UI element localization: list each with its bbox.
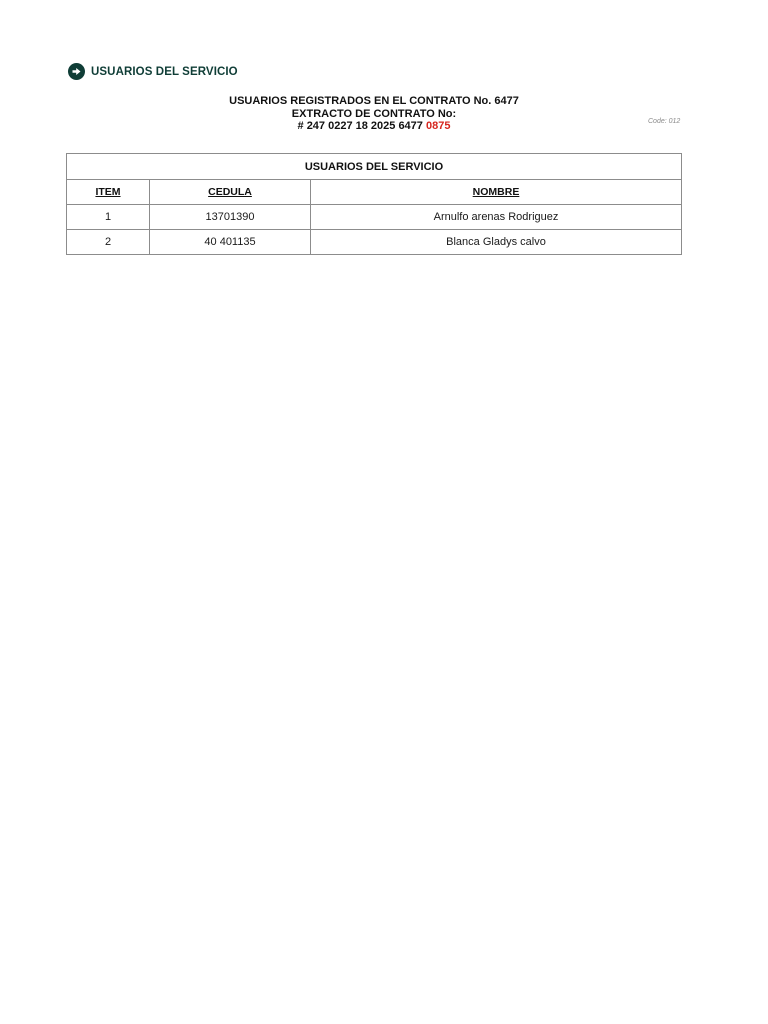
table-header-row xyxy=(67,180,682,205)
column-header-item: ITEM xyxy=(67,180,150,205)
contract-number-line xyxy=(0,120,748,133)
cell-nombre: Blanca Gladys calvo xyxy=(311,230,682,255)
code-label: Code: 012 xyxy=(648,118,681,125)
cell-cedula: 40 401135 xyxy=(150,230,311,255)
cell-item: 1 xyxy=(67,205,150,230)
contract-number-highlight: 0875 xyxy=(425,120,451,132)
table-caption: USUARIOS DEL SERVICIO xyxy=(67,154,682,180)
column-header-cedula: CEDULA xyxy=(150,180,311,205)
cell-item: 2 xyxy=(67,230,150,255)
contract-heading xyxy=(0,95,748,133)
contract-heading-line2: EXTRACTO DE CONTRATO No: xyxy=(291,107,457,120)
section-title: USUARIOS DEL SERVICIO xyxy=(91,65,238,78)
cell-cedula: 13701390 xyxy=(150,205,311,230)
column-header-nombre: NOMBRE xyxy=(311,180,682,205)
arrow-right-circle-icon xyxy=(68,63,85,80)
users-table xyxy=(66,153,682,255)
table-row xyxy=(67,205,682,230)
cell-nombre: Arnulfo arenas Rodriguez xyxy=(311,205,682,230)
contract-heading-line1: USUARIOS REGISTRADOS EN EL CONTRATO No. 6477 xyxy=(229,95,519,107)
contract-number: # 247 0227 18 2025 6477 xyxy=(297,120,423,132)
table-row xyxy=(67,230,682,255)
section-header xyxy=(68,63,238,80)
table-caption-row xyxy=(67,154,682,180)
